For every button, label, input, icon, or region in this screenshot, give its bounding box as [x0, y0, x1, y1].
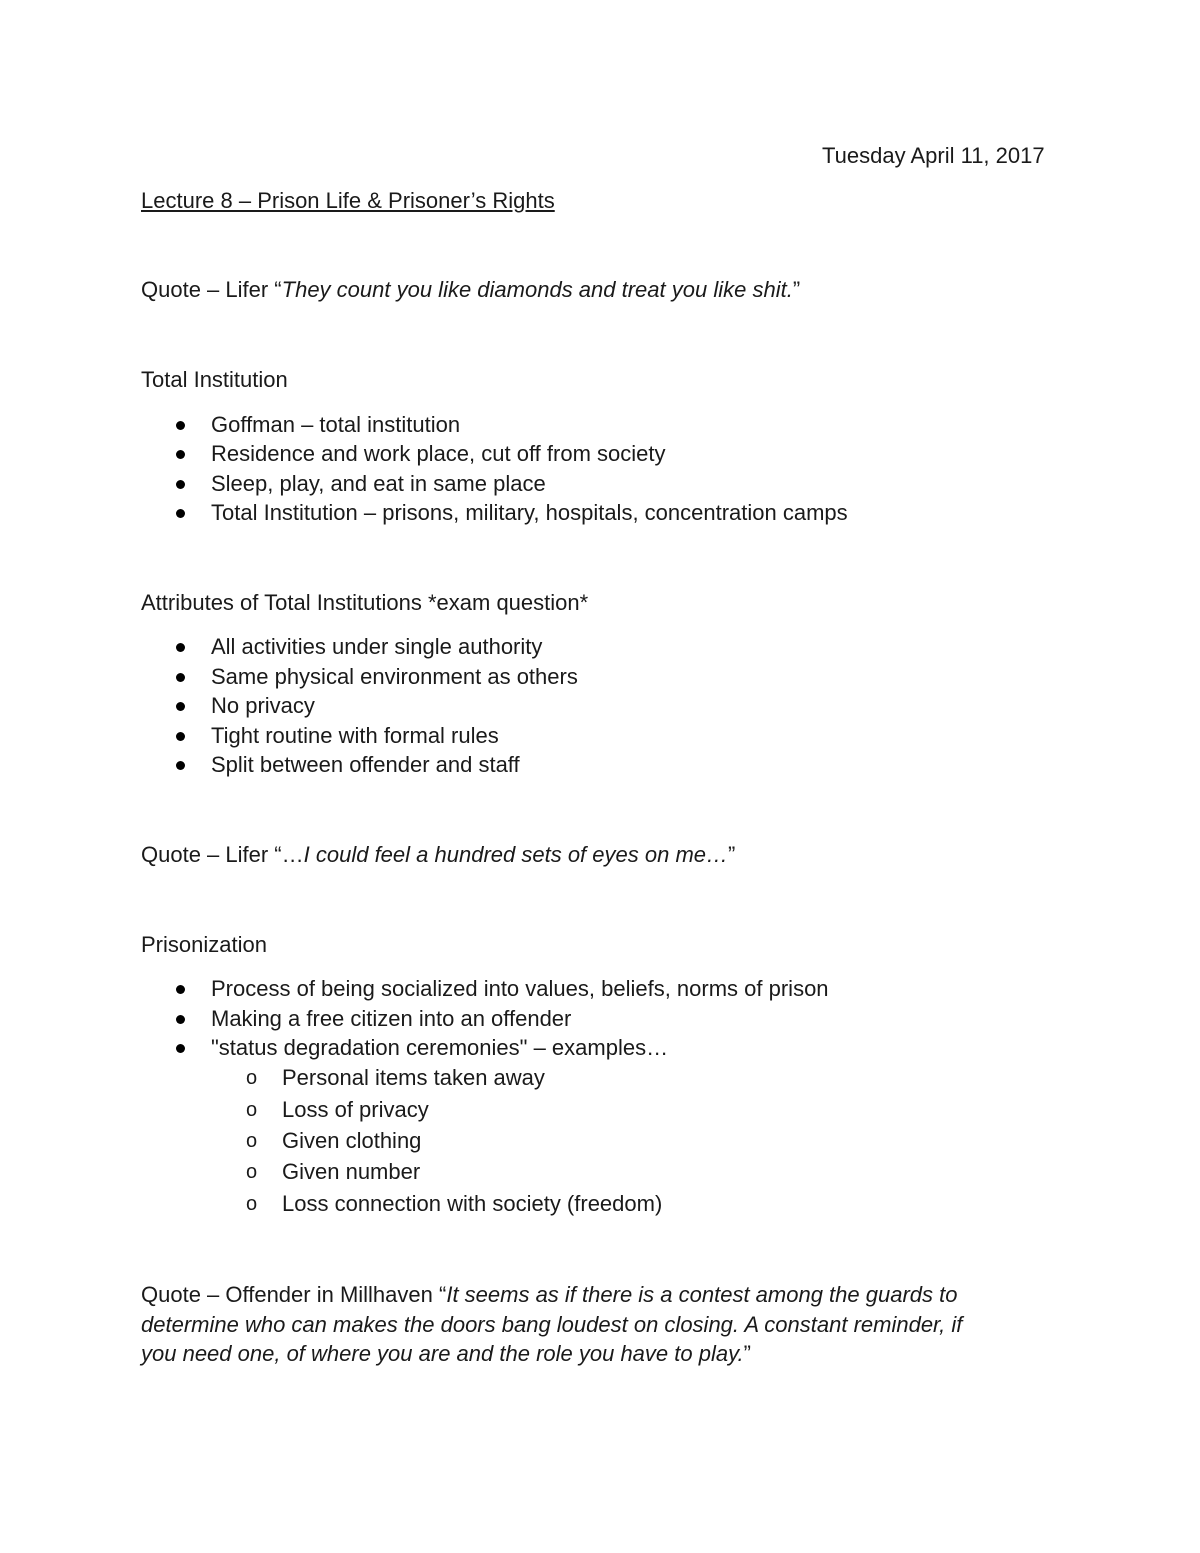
- section-heading-attributes: Attributes of Total Institutions *exam question*: [141, 590, 589, 615]
- bullet-dot-icon: [176, 673, 185, 682]
- sub-list-item-text: Given clothing: [282, 1128, 422, 1153]
- bullet-dot-icon: [176, 702, 185, 711]
- list-item-text: Residence and work place, cut off from society: [211, 441, 666, 466]
- bullet-dot-icon: [176, 450, 185, 459]
- quote-text: They count you like diamonds and treat you like shit.: [281, 277, 793, 302]
- bullet-dot-icon: [176, 421, 185, 430]
- list-item-text: All activities under single authority: [211, 634, 543, 659]
- list-item-text: Goffman – total institution: [211, 412, 461, 437]
- circle-bullet-icon: o: [246, 1099, 258, 1121]
- quote-suffix: ”: [728, 842, 736, 867]
- bullet-dot-icon: [176, 985, 185, 994]
- list-item-text: Same physical environment as others: [211, 664, 578, 689]
- bullet-dot-icon: [176, 643, 185, 652]
- quote-text: It seems as if there is a contest among the guards to: [446, 1282, 958, 1307]
- quote-prefix: Quote – Offender in Millhaven “: [141, 1282, 447, 1307]
- sub-list-item-text: Given number: [282, 1159, 421, 1184]
- quote-line: [141, 1339, 1041, 1369]
- lecture-title: Lecture 8 – Prison Life & Prisoner’s Rights: [141, 188, 555, 213]
- bullet-dot-icon: [176, 1015, 185, 1024]
- quote-line: [141, 1280, 1041, 1310]
- circle-bullet-icon: o: [246, 1067, 258, 1089]
- bullet-dot-icon: [176, 732, 185, 741]
- quote-offender-millhaven: [141, 1280, 1041, 1369]
- lecture-date: Tuesday April 11, 2017: [822, 143, 1045, 168]
- sub-list-item-text: Loss of privacy: [282, 1097, 429, 1122]
- list-item-text: No privacy: [211, 693, 315, 718]
- list-item-text: "status degradation ceremonies" – examples…: [211, 1035, 669, 1060]
- quote-prefix: Quote – Lifer “…: [141, 842, 304, 867]
- circle-bullet-icon: o: [246, 1161, 258, 1183]
- quote-lifer-diamonds: [141, 275, 800, 305]
- quote-prefix: Quote – Lifer “: [141, 277, 282, 302]
- list-item-text: Sleep, play, and eat in same place: [211, 471, 546, 496]
- quote-text: I could feel a hundred sets of eyes on me…: [303, 842, 728, 867]
- quote-line: determine who can makes the doors bang loudest on closing. A constant reminder, if: [141, 1311, 963, 1337]
- bullet-dot-icon: [176, 1044, 185, 1053]
- list-item-text: Total Institution – prisons, military, hospitals, concentration camps: [211, 500, 848, 525]
- list-item-text: Making a free citizen into an offender: [211, 1006, 572, 1031]
- section-heading-prisonization: Prisonization: [141, 932, 267, 957]
- quote-suffix: ”: [792, 277, 801, 302]
- circle-bullet-icon: o: [246, 1130, 258, 1152]
- bullet-dot-icon: [176, 480, 185, 489]
- list-item-text: Split between offender and staff: [211, 752, 520, 777]
- list-item-text: Tight routine with formal rules: [211, 723, 499, 748]
- quote-suffix: ”: [743, 1341, 751, 1366]
- list-item-text: Process of being socialized into values, beliefs, norms of prison: [211, 976, 829, 1001]
- section-heading-total-institution: Total Institution: [141, 367, 288, 392]
- quote-lifer-eyes: [141, 840, 735, 870]
- sub-list-item-text: Personal items taken away: [282, 1065, 545, 1090]
- quote-text: you need one, of where you are and the role you have to play.: [141, 1341, 744, 1366]
- bullet-dot-icon: [176, 509, 185, 518]
- circle-bullet-icon: o: [246, 1193, 258, 1215]
- bullet-dot-icon: [176, 761, 185, 770]
- sub-list-item-text: Loss connection with society (freedom): [282, 1191, 663, 1216]
